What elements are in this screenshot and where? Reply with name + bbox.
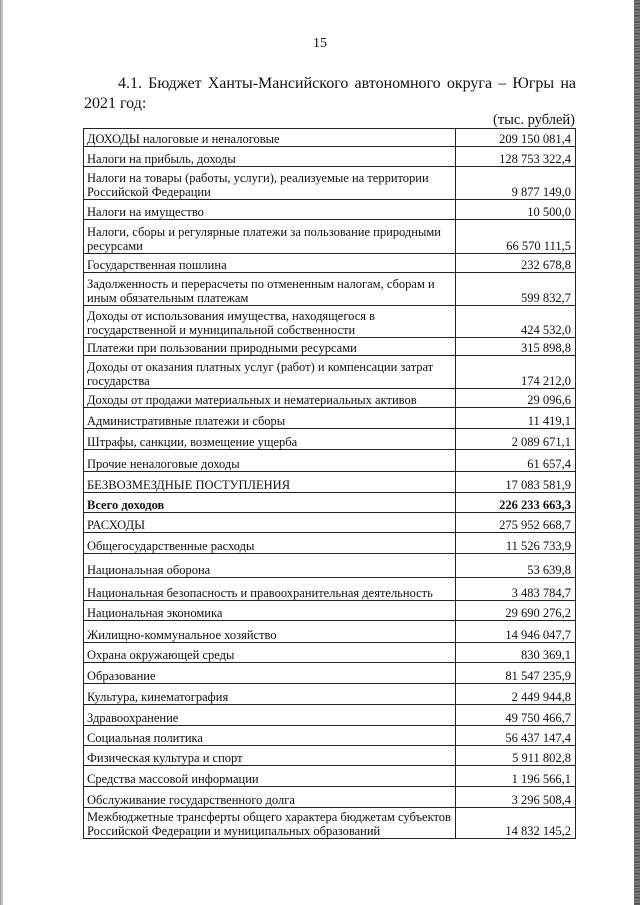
- row-value: 315 898,8: [455, 338, 575, 356]
- table-row: [84, 220, 576, 254]
- heading-line-1: 4.1. Бюджет Ханты-Мансийского автономного округа – Югры на: [118, 75, 576, 92]
- table-row: [84, 408, 576, 429]
- row-name: Жилищно-коммунальное хозяйство: [84, 621, 456, 643]
- row-name: Налоги, сборы и регулярные платежи за пользование природными ресурсами: [84, 220, 456, 254]
- table-row: [84, 254, 576, 273]
- row-value: 3 483 784,7: [455, 578, 575, 601]
- row-name: Здравоохранение: [84, 705, 456, 726]
- row-name: ДОХОДЫ налоговые и неналоговые: [84, 129, 456, 147]
- row-value: 49 750 466,7: [455, 705, 575, 726]
- table-row: [84, 601, 576, 621]
- row-name: Обслуживание государственного долга: [84, 787, 456, 808]
- row-value: 275 952 668,7: [455, 513, 575, 533]
- table-row: [84, 273, 576, 306]
- row-name: Доходы от продажи материальных и нематериальных активов: [84, 389, 456, 408]
- units-label: (тыс. рублей): [493, 112, 575, 128]
- table-row: [84, 621, 576, 643]
- row-value: 9 877 149,0: [455, 167, 575, 200]
- table-row: [84, 726, 576, 746]
- row-value: 53 639,8: [455, 554, 575, 578]
- row-value: 2 449 944,8: [455, 684, 575, 705]
- row-value: 10 500,0: [455, 200, 575, 220]
- row-name: Прочие неналоговые доходы: [84, 450, 456, 472]
- row-value: 599 832,7: [455, 273, 575, 306]
- page-number: 15: [313, 36, 327, 51]
- row-name: БЕЗВОЗМЕЗДНЫЕ ПОСТУПЛЕНИЯ: [84, 472, 456, 493]
- table-row: [84, 663, 576, 684]
- row-name: РАСХОДЫ: [84, 513, 456, 533]
- table-row: [84, 472, 576, 493]
- table-row: [84, 578, 576, 601]
- table-row: [84, 808, 576, 839]
- row-value: 17 083 581,9: [455, 472, 575, 493]
- table-row: [84, 356, 576, 389]
- row-value: 226 233 663,3: [455, 493, 575, 513]
- row-value: 11 526 733,9: [455, 533, 575, 554]
- table-row: [84, 643, 576, 663]
- table-row: [84, 429, 576, 450]
- row-name: Всего доходов: [84, 493, 456, 513]
- row-value: 3 296 508,4: [455, 787, 575, 808]
- row-name: Межбюджетные трансферты общего характера бюджетам субъектов Российской Федерации и муниципальных образований: [84, 808, 456, 839]
- table-row: [84, 129, 576, 147]
- table-row: [84, 766, 576, 787]
- row-value: 2 089 671,1: [455, 429, 575, 450]
- row-name: Средства массовой информации: [84, 766, 456, 787]
- section-heading: [84, 74, 576, 114]
- row-value: 11 419,1: [455, 408, 575, 429]
- table-row: [84, 147, 576, 167]
- table-row: [84, 306, 576, 338]
- row-name: Административные платежи и сборы: [84, 408, 456, 429]
- table-row-total-income: [84, 493, 576, 513]
- table-row: [84, 200, 576, 220]
- row-name: Налоги на прибыль, доходы: [84, 147, 456, 167]
- row-value: 14 832 145,2: [455, 808, 575, 839]
- scan-edge-right: [634, 0, 640, 905]
- row-name: Культура, кинематография: [84, 684, 456, 705]
- row-value: 424 532,0: [455, 306, 575, 338]
- row-name: Охрана окружающей среды: [84, 643, 456, 663]
- table-row: [84, 554, 576, 578]
- row-name: Доходы от оказания платных услуг (работ) и компенсации затрат государства: [84, 356, 456, 389]
- row-name: Задолженность и перерасчеты по отмененным налогам, сборам и иным обязательным платежам: [84, 273, 456, 306]
- table-row: [84, 167, 576, 200]
- table-row: [84, 513, 576, 533]
- table-row: [84, 338, 576, 356]
- row-value: 209 150 081,4: [455, 129, 575, 147]
- row-name: Образование: [84, 663, 456, 684]
- row-name: Национальная экономика: [84, 601, 456, 621]
- table-row: [84, 389, 576, 408]
- row-value: 56 437 147,4: [455, 726, 575, 746]
- row-value: 174 212,0: [455, 356, 575, 389]
- heading-line-2: 2021 год:: [84, 95, 147, 112]
- table-row: [84, 787, 576, 808]
- table-row: [84, 746, 576, 766]
- row-value: 66 570 111,5: [455, 220, 575, 254]
- table-row: [84, 705, 576, 726]
- table-row: [84, 450, 576, 472]
- row-value: 61 657,4: [455, 450, 575, 472]
- scan-edge-left: [0, 0, 3, 905]
- row-name: Национальная безопасность и правоохранительная деятельность: [84, 578, 456, 601]
- row-name: Штрафы, санкции, возмещение ущерба: [84, 429, 456, 450]
- row-name: Налоги на товары (работы, услуги), реализуемые на территории Российской Федерации: [84, 167, 456, 200]
- row-name: Общегосударственные расходы: [84, 533, 456, 554]
- row-value: 1 196 566,1: [455, 766, 575, 787]
- row-value: 232 678,8: [455, 254, 575, 273]
- row-name: Национальная оборона: [84, 554, 456, 578]
- row-name: Физическая культура и спорт: [84, 746, 456, 766]
- row-name: Доходы от использования имущества, находящегося в государственной и муниципальной собственности: [84, 306, 456, 338]
- row-value: 29 690 276,2: [455, 601, 575, 621]
- row-value: 14 946 047,7: [455, 621, 575, 643]
- row-value: 5 911 802,8: [455, 746, 575, 766]
- row-value: 830 369,1: [455, 643, 575, 663]
- row-name: Государственная пошлина: [84, 254, 456, 273]
- row-value: 81 547 235,9: [455, 663, 575, 684]
- row-name: Налоги на имущество: [84, 200, 456, 220]
- row-value: 128 753 322,4: [455, 147, 575, 167]
- row-name: Платежи при пользовании природными ресурсами: [84, 338, 456, 356]
- budget-table: [83, 128, 576, 839]
- table-row: [84, 684, 576, 705]
- row-name: Социальная политика: [84, 726, 456, 746]
- row-value: 29 096,6: [455, 389, 575, 408]
- table-row: [84, 533, 576, 554]
